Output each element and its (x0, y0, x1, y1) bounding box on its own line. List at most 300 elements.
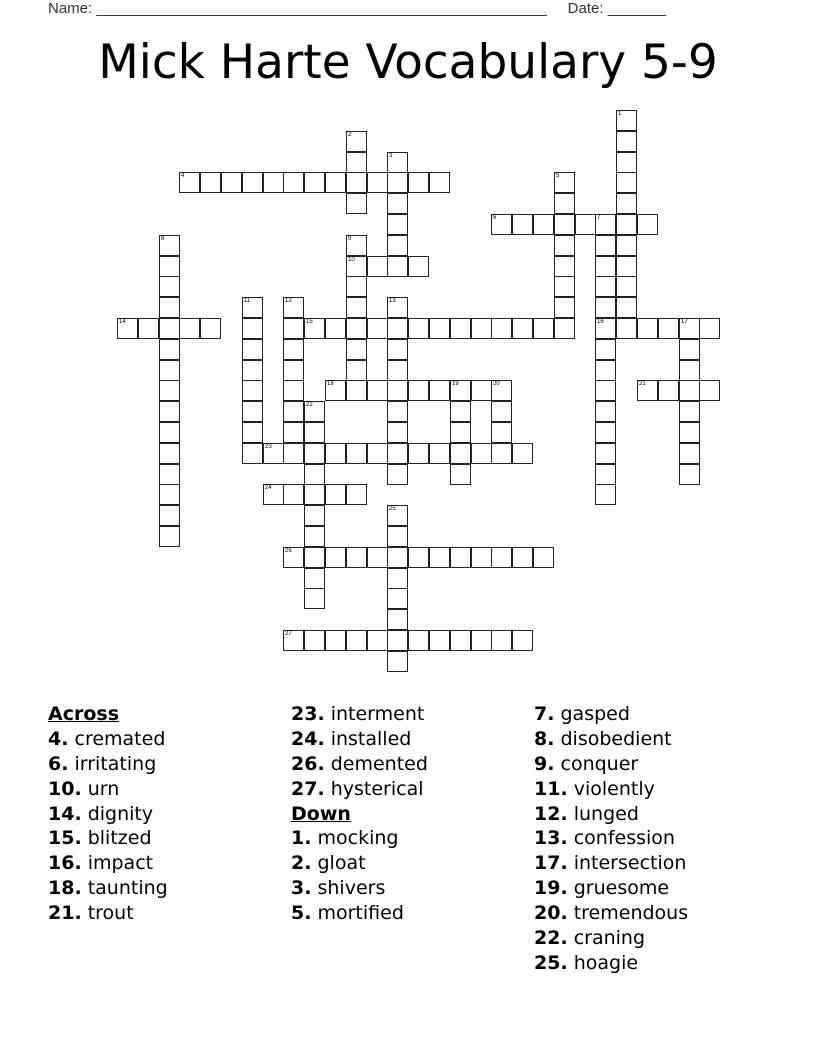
clue-item-text: demented (324, 752, 428, 775)
grid-cell[interactable] (408, 443, 429, 464)
clue-number: 11 (244, 298, 251, 304)
grid-cell[interactable] (387, 152, 408, 173)
clue-number: 4 (181, 173, 185, 179)
grid-cell[interactable] (346, 547, 367, 568)
clue-item-number: 12. (534, 802, 568, 825)
grid-cell[interactable] (387, 360, 408, 381)
grid-cell[interactable] (159, 276, 180, 297)
clue-item-text: trout (81, 902, 134, 925)
grid-cell[interactable] (533, 547, 554, 568)
clue-item-text: disobedient (554, 727, 672, 750)
grid-cell[interactable] (367, 256, 388, 277)
grid-cell[interactable] (595, 318, 616, 339)
grid-cell[interactable] (159, 464, 180, 485)
grid-cell[interactable] (346, 193, 367, 214)
grid-cell[interactable] (429, 443, 450, 464)
grid-cell[interactable] (512, 443, 533, 464)
grid-cell[interactable] (533, 318, 554, 339)
grid-cell[interactable] (263, 443, 284, 464)
grid-cell[interactable] (159, 339, 180, 360)
grid-cell[interactable] (304, 484, 325, 505)
clue-item-number: 21. (48, 902, 82, 925)
grid-cell[interactable] (304, 422, 325, 443)
clue-item-text: gasped (554, 703, 630, 725)
grid-cell[interactable] (242, 339, 263, 360)
grid-cell[interactable] (679, 318, 700, 339)
grid-cell[interactable] (450, 464, 471, 485)
grid-cell[interactable] (242, 422, 263, 443)
clue-heading: Down (291, 802, 351, 825)
clue-number: 6 (493, 215, 497, 221)
grid-cell[interactable] (679, 401, 700, 422)
grid-cell[interactable] (387, 568, 408, 589)
grid-cell[interactable] (595, 235, 616, 256)
grid-cell[interactable] (387, 630, 408, 651)
grid-cell[interactable] (450, 318, 471, 339)
grid-cell[interactable] (325, 380, 346, 401)
clue-item-number: 4. (48, 727, 69, 750)
grid-cell[interactable] (450, 630, 471, 651)
clue-number: 20 (493, 381, 500, 387)
clue-item-text: mocking (311, 827, 399, 850)
grid-cell[interactable] (554, 193, 575, 214)
grid-cell[interactable] (679, 360, 700, 381)
clue-item (48, 876, 168, 901)
clue-item (48, 901, 168, 926)
grid-cell[interactable] (346, 630, 367, 651)
clue-number: 23 (265, 444, 272, 450)
clue-item-number: 25. (534, 951, 568, 974)
grid-cell[interactable] (367, 630, 388, 651)
grid-cell[interactable] (637, 214, 658, 235)
clue-item-number: 7. (534, 703, 555, 725)
grid-cell[interactable] (346, 152, 367, 173)
clue-number: 18 (327, 381, 334, 387)
grid-cell[interactable] (346, 235, 367, 256)
grid-cell[interactable] (387, 609, 408, 630)
grid-cell[interactable] (242, 443, 263, 464)
grid-cell[interactable] (616, 276, 637, 297)
clue-item (48, 851, 168, 876)
clue-item (291, 702, 428, 727)
clue-item-text: conquer (554, 752, 639, 775)
grid-cell[interactable] (367, 443, 388, 464)
clue-item-number: 5. (291, 902, 312, 925)
clue-item-number: 14. (48, 802, 82, 825)
grid-cell[interactable] (387, 380, 408, 401)
grid-cell[interactable] (554, 214, 575, 235)
grid-cell[interactable] (471, 318, 492, 339)
grid-cell[interactable] (346, 443, 367, 464)
clue-number: 13 (389, 298, 396, 304)
grid-cell[interactable] (595, 256, 616, 277)
grid-cell[interactable] (304, 464, 325, 485)
grid-cell[interactable] (595, 464, 616, 485)
grid-cell[interactable] (471, 443, 492, 464)
grid-cell[interactable] (159, 401, 180, 422)
grid-cell[interactable] (263, 484, 284, 505)
grid-cell[interactable] (491, 401, 512, 422)
grid-cell[interactable] (283, 360, 304, 381)
grid-cell[interactable] (325, 318, 346, 339)
grid-cell[interactable] (304, 443, 325, 464)
grid-cell[interactable] (616, 193, 637, 214)
grid-cell[interactable] (242, 172, 263, 193)
grid-cell[interactable] (429, 318, 450, 339)
grid-cell[interactable] (304, 526, 325, 547)
grid-cell[interactable] (491, 443, 512, 464)
clue-number: 22 (306, 402, 313, 408)
clue-item (534, 851, 688, 876)
grid-cell[interactable] (450, 380, 471, 401)
grid-cell[interactable] (200, 318, 221, 339)
clue-item-text: irritating (68, 752, 157, 775)
clue-item (291, 752, 428, 777)
grid-cell[interactable] (387, 505, 408, 526)
grid-cell[interactable] (283, 297, 304, 318)
grid-cell[interactable] (387, 256, 408, 277)
grid-cell[interactable] (159, 360, 180, 381)
grid-cell[interactable] (699, 318, 720, 339)
grid-cell[interactable] (637, 380, 658, 401)
grid-cell[interactable] (658, 318, 679, 339)
clue-item (534, 901, 688, 926)
grid-cell[interactable] (159, 297, 180, 318)
grid-cell[interactable] (367, 318, 388, 339)
grid-cell[interactable] (450, 547, 471, 568)
grid-cell[interactable] (242, 360, 263, 381)
grid-cell[interactable] (117, 318, 138, 339)
clue-item (534, 951, 688, 976)
grid-cell[interactable] (304, 630, 325, 651)
clue-number: 9 (348, 236, 352, 242)
clue-item (534, 727, 688, 752)
clue-item-text: craning (567, 927, 646, 950)
grid-cell[interactable] (429, 172, 450, 193)
clue-number: 24 (265, 485, 272, 491)
clue-item (534, 876, 688, 901)
clue-item-text: intersection (567, 852, 687, 875)
grid-cell[interactable] (263, 172, 284, 193)
clue-item-number: 6. (48, 752, 69, 775)
grid-cell[interactable] (450, 443, 471, 464)
clue-item (291, 727, 428, 752)
grid-cell[interactable] (159, 422, 180, 443)
clue-item-number: 9. (534, 752, 555, 775)
grid-cell[interactable] (283, 401, 304, 422)
grid-cell[interactable] (387, 401, 408, 422)
grid-cell[interactable] (325, 630, 346, 651)
grid-cell[interactable] (554, 297, 575, 318)
grid-cell[interactable] (304, 401, 325, 422)
grid-cell[interactable] (679, 443, 700, 464)
grid-cell[interactable] (159, 443, 180, 464)
grid-cell[interactable] (679, 464, 700, 485)
grid-cell[interactable] (699, 380, 720, 401)
grid-cell[interactable] (159, 526, 180, 547)
grid-cell[interactable] (616, 152, 637, 173)
grid-cell[interactable] (616, 256, 637, 277)
grid-cell[interactable] (512, 214, 533, 235)
grid-cell[interactable] (471, 630, 492, 651)
clue-number: 8 (161, 236, 165, 242)
grid-cell[interactable] (346, 172, 367, 193)
grid-cell[interactable] (346, 318, 367, 339)
grid-cell[interactable] (616, 318, 637, 339)
grid-cell[interactable] (429, 547, 450, 568)
grid-cell[interactable] (325, 443, 346, 464)
clue-item-number: 1. (291, 827, 312, 850)
grid-cell[interactable] (491, 214, 512, 235)
grid-cell[interactable] (242, 318, 263, 339)
clue-item-text: gloat (311, 852, 366, 875)
grid-cell[interactable] (408, 172, 429, 193)
grid-cell[interactable] (159, 505, 180, 526)
grid-cell[interactable] (491, 630, 512, 651)
grid-cell[interactable] (304, 172, 325, 193)
grid-cell[interactable] (387, 588, 408, 609)
grid-cell[interactable] (346, 380, 367, 401)
grid-cell[interactable] (679, 339, 700, 360)
grid-cell[interactable] (346, 131, 367, 152)
grid-cell[interactable] (408, 380, 429, 401)
clue-column-2 (291, 702, 428, 926)
grid-cell[interactable] (283, 172, 304, 193)
clue-item-text: lunged (567, 802, 639, 825)
grid-cell[interactable] (408, 547, 429, 568)
grid-cell[interactable] (387, 443, 408, 464)
grid-cell[interactable] (512, 630, 533, 651)
clue-number: 27 (285, 631, 292, 637)
grid-cell[interactable] (387, 339, 408, 360)
grid-cell[interactable] (387, 214, 408, 235)
clue-item-number: 27. (291, 777, 325, 800)
grid-cell[interactable] (595, 401, 616, 422)
clue-number: 26 (285, 548, 292, 554)
grid-cell[interactable] (616, 131, 637, 152)
grid-cell[interactable] (554, 256, 575, 277)
clue-item-number: 2. (291, 852, 312, 875)
grid-cell[interactable] (242, 401, 263, 422)
clue-item (534, 926, 688, 951)
grid-cell[interactable] (367, 172, 388, 193)
clue-item (291, 826, 428, 851)
grid-cell[interactable] (429, 630, 450, 651)
grid-cell[interactable] (242, 380, 263, 401)
clue-heading: Across (48, 703, 120, 725)
clue-item (48, 802, 168, 827)
clue-number: 10 (348, 257, 355, 263)
grid-cell[interactable] (387, 193, 408, 214)
grid-cell[interactable] (159, 318, 180, 339)
grid-cell[interactable] (387, 651, 408, 672)
grid-cell[interactable] (283, 443, 304, 464)
clue-item (291, 901, 428, 926)
grid-cell[interactable] (595, 443, 616, 464)
grid-cell[interactable] (408, 630, 429, 651)
page-title: Mick Harte Vocabulary 5-9 (98, 35, 718, 90)
clue-item (291, 851, 428, 876)
grid-cell[interactable] (679, 380, 700, 401)
clue-item-text: urn (81, 777, 120, 800)
grid-cell[interactable] (637, 318, 658, 339)
clue-item-text: taunting (81, 877, 168, 900)
clue-number: 14 (119, 319, 126, 325)
grid-cell[interactable] (346, 297, 367, 318)
grid-cell[interactable] (595, 276, 616, 297)
grid-cell[interactable] (304, 588, 325, 609)
grid-cell[interactable] (491, 422, 512, 443)
clue-item-number: 26. (291, 752, 325, 775)
grid-cell[interactable] (346, 256, 367, 277)
grid-cell[interactable] (450, 422, 471, 443)
clue-item (534, 802, 688, 827)
grid-cell[interactable] (346, 360, 367, 381)
clue-item-number: 11. (534, 777, 568, 800)
grid-cell[interactable] (221, 172, 242, 193)
grid-cell[interactable] (283, 630, 304, 651)
grid-cell[interactable] (387, 526, 408, 547)
grid-cell[interactable] (159, 484, 180, 505)
grid-cell[interactable] (179, 172, 200, 193)
clue-item-text: cremated (68, 727, 166, 750)
clue-item-text: confession (567, 827, 675, 850)
grid-cell[interactable] (595, 339, 616, 360)
grid-cell[interactable] (387, 318, 408, 339)
grid-cell[interactable] (595, 214, 616, 235)
clue-item-text: interment (324, 703, 425, 725)
grid-cell[interactable] (554, 172, 575, 193)
grid-cell[interactable] (325, 484, 346, 505)
grid-cell[interactable] (679, 422, 700, 443)
grid-cell[interactable] (595, 380, 616, 401)
grid-cell[interactable] (491, 380, 512, 401)
clue-column-3 (534, 702, 688, 976)
clue-item (48, 752, 168, 777)
grid-cell[interactable] (283, 339, 304, 360)
grid-cell[interactable] (616, 297, 637, 318)
grid-cell[interactable] (283, 422, 304, 443)
grid-cell[interactable] (387, 547, 408, 568)
grid-cell[interactable] (491, 318, 512, 339)
grid-cell[interactable] (367, 380, 388, 401)
grid-cell[interactable] (387, 235, 408, 256)
clue-number: 2 (348, 132, 352, 138)
grid-cell[interactable] (304, 568, 325, 589)
clue-number: 3 (389, 153, 393, 159)
clue-item-number: 15. (48, 827, 82, 850)
grid-cell[interactable] (283, 380, 304, 401)
grid-cell[interactable] (471, 380, 492, 401)
grid-cell[interactable] (408, 318, 429, 339)
clue-item (534, 777, 688, 802)
grid-cell[interactable] (283, 547, 304, 568)
grid-cell[interactable] (491, 547, 512, 568)
clue-item (534, 826, 688, 851)
grid-cell[interactable] (554, 318, 575, 339)
grid-cell[interactable] (595, 484, 616, 505)
grid-cell[interactable] (595, 297, 616, 318)
grid-cell[interactable] (325, 172, 346, 193)
grid-cell[interactable] (450, 401, 471, 422)
clue-item-number: 23. (291, 703, 325, 725)
grid-cell[interactable] (512, 547, 533, 568)
grid-cell[interactable] (159, 235, 180, 256)
grid-cell[interactable] (595, 360, 616, 381)
grid-cell[interactable] (346, 484, 367, 505)
grid-cell[interactable] (616, 110, 637, 131)
grid-cell[interactable] (200, 172, 221, 193)
grid-cell[interactable] (554, 235, 575, 256)
grid-cell[interactable] (304, 505, 325, 526)
grid-cell[interactable] (595, 422, 616, 443)
clue-column-1 (48, 702, 168, 926)
grid-cell[interactable] (387, 422, 408, 443)
grid-cell[interactable] (346, 276, 367, 297)
grid-cell[interactable] (387, 297, 408, 318)
grid-cell[interactable] (616, 172, 637, 193)
clue-item-number: 13. (534, 827, 568, 850)
grid-cell[interactable] (179, 318, 200, 339)
clue-item-number: 19. (534, 877, 568, 900)
clue-number: 5 (556, 173, 560, 179)
clue-item-text: tremendous (567, 902, 689, 925)
clue-item-number: 8. (534, 727, 555, 750)
clue-item (48, 727, 168, 752)
clue-item-text: dignity (81, 802, 154, 825)
clue-item-number: 3. (291, 877, 312, 900)
grid-cell[interactable] (429, 380, 450, 401)
grid-cell[interactable] (658, 380, 679, 401)
grid-cell[interactable] (159, 256, 180, 277)
clue-item-number: 20. (534, 902, 568, 925)
clue-item-text: gruesome (567, 877, 670, 900)
grid-cell[interactable] (283, 484, 304, 505)
grid-cell[interactable] (387, 464, 408, 485)
grid-cell[interactable] (408, 256, 429, 277)
grid-cell[interactable] (242, 297, 263, 318)
clue-item-number: 18. (48, 877, 82, 900)
grid-cell[interactable] (325, 547, 346, 568)
clue-item (48, 777, 168, 802)
grid-cell[interactable] (387, 172, 408, 193)
grid-cell[interactable] (367, 547, 388, 568)
grid-cell[interactable] (533, 214, 554, 235)
grid-cell[interactable] (283, 318, 304, 339)
clue-item-number: 24. (291, 727, 325, 750)
grid-cell[interactable] (512, 318, 533, 339)
grid-cell[interactable] (616, 235, 637, 256)
grid-cell[interactable] (554, 276, 575, 297)
grid-cell[interactable] (616, 214, 637, 235)
grid-cell[interactable] (138, 318, 159, 339)
clue-item-text: shivers (311, 877, 386, 900)
clue-number: 15 (306, 319, 313, 325)
grid-cell[interactable] (304, 318, 325, 339)
clue-item-number: 22. (534, 927, 568, 950)
grid-cell[interactable] (159, 380, 180, 401)
clue-item-text: violently (567, 777, 655, 800)
clue-item (534, 702, 688, 727)
grid-cell[interactable] (346, 339, 367, 360)
grid-cell[interactable] (471, 547, 492, 568)
clue-item-text: hoagie (567, 951, 639, 974)
clue-item-text: installed (324, 727, 412, 750)
clue-item-text: blitzed (81, 827, 152, 850)
clue-item-text: hysterical (324, 777, 424, 800)
grid-cell[interactable] (304, 547, 325, 568)
grid-cell[interactable] (575, 214, 596, 235)
